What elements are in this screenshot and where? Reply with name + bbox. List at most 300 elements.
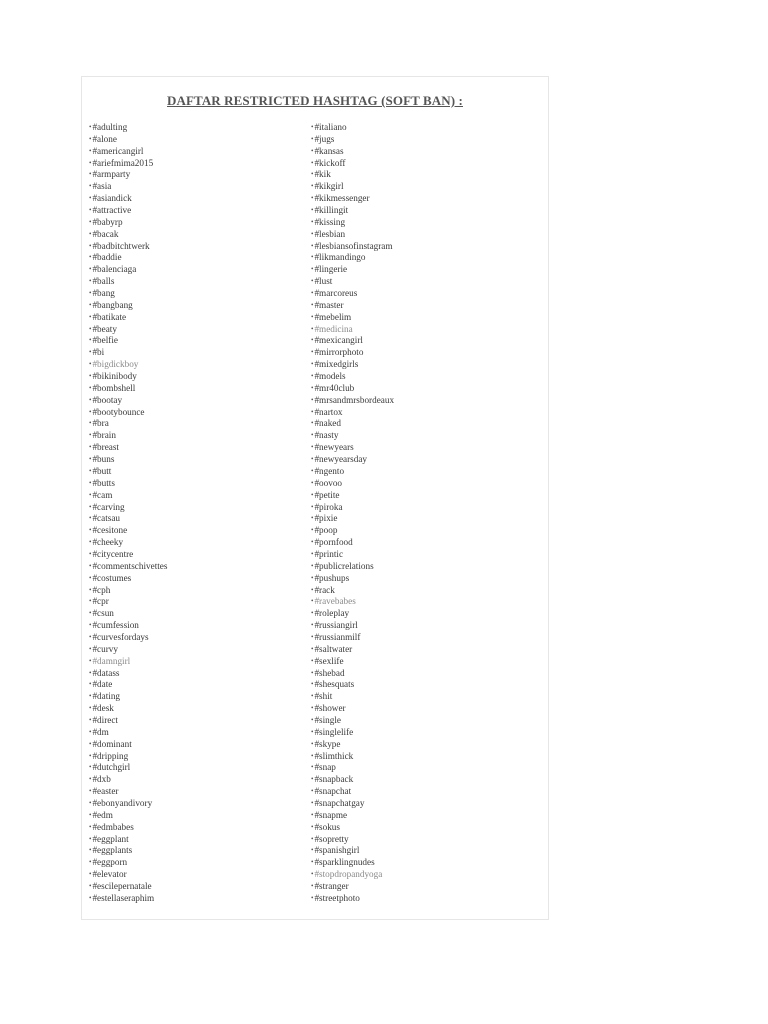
bullet-icon: • (311, 621, 314, 630)
hashtag-text: #brain (92, 430, 116, 441)
bullet-icon: • (311, 194, 314, 203)
bullet-icon: • (89, 253, 92, 262)
hashtag-list-item (89, 656, 167, 668)
hashtag-list-item (311, 478, 394, 490)
hashtag-list-item (89, 134, 167, 146)
hashtag-text: #elevator (92, 869, 127, 880)
bullet-icon: • (89, 526, 92, 535)
hashtag-text: #pushups (314, 572, 350, 583)
hashtag-list-item (311, 727, 394, 739)
hashtag-list-item (89, 857, 167, 869)
hashtag-text: #ariefmima2015 (92, 157, 154, 168)
hashtag-list-item (89, 513, 167, 525)
hashtag-text: #saltwater (314, 643, 353, 654)
hashtag-text: #dxb (92, 774, 111, 785)
hashtag-text: #edm (92, 809, 113, 820)
bullet-icon: • (311, 597, 314, 606)
hashtag-list-item (311, 857, 394, 869)
hashtag-list-item (89, 466, 167, 478)
bullet-icon: • (311, 692, 314, 701)
hashtag-text: #curvy (92, 643, 118, 654)
hashtag-text: #streetphoto (314, 892, 360, 903)
hashtag-list-item (311, 312, 394, 324)
bullet-icon: • (89, 893, 92, 902)
hashtag-text: #sexlife (314, 655, 344, 666)
bullet-icon: • (311, 715, 314, 724)
bullet-icon: • (311, 123, 314, 131)
hashtag-list-item (89, 786, 167, 798)
hashtag-list-item (311, 347, 394, 359)
hashtag-list-item (89, 347, 167, 359)
hashtag-text: #mrsandmrsbordeaux (314, 394, 395, 405)
hashtag-text: #bangbang (92, 299, 133, 310)
hashtag-text: #rack (314, 584, 335, 595)
hashtag-list-item (311, 359, 394, 371)
bullet-icon: • (311, 455, 314, 464)
hashtag-list-item (89, 146, 167, 158)
bullet-icon: • (89, 134, 92, 143)
hashtag-text: #killingit (314, 205, 349, 216)
hashtag-list-item (89, 774, 167, 786)
document-page (81, 76, 549, 920)
hashtag-list-item (311, 679, 394, 691)
bullet-icon: • (311, 241, 314, 250)
hashtag-text: #pornfood (314, 537, 353, 548)
bullet-icon: • (311, 727, 314, 736)
hashtag-text: #date (92, 679, 113, 690)
bullet-icon: • (311, 810, 314, 819)
hashtag-list-item (89, 324, 167, 336)
bullet-icon: • (311, 158, 314, 167)
hashtag-list-item (89, 644, 167, 656)
bullet-icon: • (311, 466, 314, 475)
bullet-icon: • (89, 514, 92, 523)
bullet-icon: • (89, 158, 92, 167)
hashtag-text: #direct (92, 714, 118, 725)
bullet-icon: • (311, 431, 314, 440)
hashtag-list-item (311, 324, 394, 336)
hashtag-list-item (89, 454, 167, 466)
hashtag-list-item (89, 869, 167, 881)
hashtag-list-item (311, 668, 394, 680)
hashtag-text: #printic (314, 548, 344, 559)
hashtag-list-item (89, 359, 167, 371)
hashtag-list-item (311, 644, 394, 656)
bullet-icon: • (89, 395, 92, 404)
bullet-icon: • (89, 704, 92, 713)
hashtag-text: #russianmilf (314, 631, 361, 642)
bullet-icon: • (89, 597, 92, 606)
hashtag-text: #poop (314, 525, 338, 536)
bullet-icon: • (311, 206, 314, 215)
hashtag-list-item (311, 407, 394, 419)
hashtag-text: #stopdropandyoga (314, 869, 383, 880)
hashtag-list-item (311, 632, 394, 644)
hashtag-list-item (311, 276, 394, 288)
bullet-icon: • (311, 134, 314, 143)
bullet-icon: • (311, 336, 314, 345)
hashtag-text: #balls (92, 276, 115, 287)
bullet-icon: • (89, 229, 92, 238)
hashtag-text: #likmandingo (314, 252, 366, 263)
hashtag-list-item (89, 205, 167, 217)
bullet-icon: • (89, 502, 92, 511)
hashtag-text: #dutchgirl (92, 762, 131, 773)
bullet-icon: • (89, 870, 92, 879)
bullet-icon: • (89, 834, 92, 843)
hashtag-text: #escilepernatale (92, 881, 152, 891)
hashtag-text: #singlelife (314, 726, 354, 737)
hashtag-list-item (311, 881, 394, 893)
hashtag-list-item (311, 561, 394, 573)
hashtag-text: #asiandick (92, 193, 132, 204)
hashtag-text: #badbitchtwerk (92, 240, 150, 251)
bullet-icon: • (89, 182, 92, 191)
hashtag-text: #curvesfordays (92, 631, 149, 642)
hashtag-list-item (311, 252, 394, 264)
hashtag-text: #sparklingnudes (314, 857, 375, 868)
hashtag-list-item (89, 276, 167, 288)
hashtag-list-item (89, 822, 167, 834)
hashtag-list-item (89, 632, 167, 644)
bullet-icon: • (89, 680, 92, 689)
bullet-icon: • (89, 123, 92, 131)
hashtag-text: #models (314, 371, 346, 382)
bullet-icon: • (311, 763, 314, 772)
bullet-icon: • (89, 217, 92, 226)
hashtag-list-item (89, 608, 167, 620)
hashtag-list-item (311, 822, 394, 834)
bullet-icon: • (89, 348, 92, 357)
hashtag-text: #lesbian (314, 228, 346, 239)
hashtag-text: #lust (314, 276, 333, 287)
hashtag-text: #ebonyandivory (92, 797, 153, 808)
bullet-icon: • (311, 585, 314, 594)
hashtag-text: #shower (314, 703, 346, 714)
hashtag-text: #marcoreus (314, 288, 358, 299)
hashtag-text: #datass (92, 667, 120, 678)
hashtag-text: #spanishgirl (314, 845, 360, 856)
hashtag-list-item (311, 264, 394, 276)
hashtag-list-item (89, 371, 167, 383)
hashtag-list-item (89, 691, 167, 703)
bullet-icon: • (89, 798, 92, 807)
hashtag-text: #sopretty (314, 833, 349, 844)
bullet-icon: • (311, 502, 314, 511)
hashtag-text: #mebelim (314, 311, 352, 322)
hashtag-list-item (311, 241, 394, 253)
bullet-icon: • (89, 336, 92, 345)
hashtag-text: #damngirl (92, 655, 131, 666)
bullet-icon: • (311, 265, 314, 274)
bullet-icon: • (311, 360, 314, 369)
hashtag-text: #petite (314, 489, 340, 500)
bullet-icon: • (89, 751, 92, 760)
hashtag-text: #stranger (314, 881, 349, 891)
hashtag-list-item (89, 751, 167, 763)
bullet-icon: • (311, 526, 314, 535)
bullet-icon: • (311, 775, 314, 784)
hashtag-list-item (89, 383, 167, 395)
bullet-icon: • (311, 846, 314, 855)
bullet-icon: • (89, 822, 92, 831)
bullet-icon: • (89, 372, 92, 381)
hashtag-list-item (89, 430, 167, 442)
hashtag-list-item (89, 335, 167, 347)
hashtag-list-item (311, 703, 394, 715)
hashtag-list-item (311, 691, 394, 703)
bullet-icon: • (311, 478, 314, 487)
hashtag-list-item (311, 122, 394, 134)
hashtag-text: #eggporn (92, 857, 128, 868)
bullet-icon: • (311, 680, 314, 689)
hashtag-text: #easter (92, 786, 119, 797)
hashtag-text: #baddie (92, 252, 122, 263)
bullet-icon: • (89, 206, 92, 215)
hashtag-text: #kik (314, 169, 331, 180)
hashtag-text: #snapchat (314, 786, 352, 797)
hashtag-list-item (89, 525, 167, 537)
bullet-icon: • (311, 751, 314, 760)
hashtag-list-item (311, 786, 394, 798)
hashtag-text: #kickoff (314, 157, 346, 168)
bullet-icon: • (311, 632, 314, 641)
bullet-icon: • (311, 668, 314, 677)
hashtag-list-item (89, 703, 167, 715)
hashtag-text: #cheeky (92, 537, 124, 548)
bullet-icon: • (89, 455, 92, 464)
hashtag-list-item (89, 845, 167, 857)
hashtag-text: #ngento (314, 465, 345, 476)
hashtag-text: #eggplants (92, 845, 133, 856)
hashtag-list-item (89, 490, 167, 502)
bullet-icon: • (89, 146, 92, 155)
bullet-icon: • (311, 419, 314, 428)
hashtag-list-item (89, 679, 167, 691)
hashtag-list-item (311, 608, 394, 620)
hashtag-text: #americangirl (92, 145, 144, 156)
bullet-icon: • (311, 704, 314, 713)
hashtag-text: #slimthick (314, 750, 354, 761)
hashtag-text: #italiano (314, 122, 347, 132)
hashtag-text: #snapme (314, 809, 348, 820)
hashtag-list-item (89, 668, 167, 680)
hashtag-text: #snapchatgay (314, 797, 365, 808)
bullet-icon: • (89, 265, 92, 274)
hashtag-list-item (311, 596, 394, 608)
bullet-icon: • (89, 810, 92, 819)
bullet-icon: • (89, 846, 92, 855)
hashtag-text: #piroka (314, 501, 343, 512)
bullet-icon: • (89, 383, 92, 392)
bullet-icon: • (89, 407, 92, 416)
hashtag-text: #citycentre (92, 548, 134, 559)
bullet-icon: • (311, 870, 314, 879)
bullet-icon: • (89, 739, 92, 748)
hashtag-list-item (311, 656, 394, 668)
hashtag-text: #snap (314, 762, 336, 773)
bullet-icon: • (311, 383, 314, 392)
bullet-icon: • (311, 882, 314, 890)
hashtag-text: #commentschivettes (92, 560, 168, 571)
hashtag-text: #butt (92, 465, 112, 476)
hashtag-text: #bang (92, 288, 115, 299)
hashtag-list-item (89, 596, 167, 608)
bullet-icon: • (311, 739, 314, 748)
hashtag-list-item (311, 573, 394, 585)
hashtag-list-left (89, 122, 167, 905)
bullet-icon: • (89, 727, 92, 736)
hashtag-list-item (311, 834, 394, 846)
hashtag-list-item (311, 217, 394, 229)
bullet-icon: • (311, 549, 314, 558)
hashtag-text: #dripping (92, 750, 129, 761)
hashtag-text: #buns (92, 454, 115, 465)
bullet-icon: • (311, 170, 314, 179)
hashtag-text: #kikgirl (314, 181, 344, 192)
hashtag-text: #cumfession (92, 620, 139, 631)
hashtag-list-item (311, 395, 394, 407)
hashtag-list-item (311, 502, 394, 514)
hashtag-text: #bra (92, 418, 109, 429)
hashtag-list-item (89, 407, 167, 419)
hashtag-text: #sokus (314, 821, 340, 832)
hashtag-text: #cph (92, 584, 111, 595)
hashtag-list-item (311, 893, 394, 905)
hashtag-list-item (89, 217, 167, 229)
bullet-icon: • (89, 644, 92, 653)
hashtag-text: #kikmessenger (314, 193, 370, 204)
bullet-icon: • (89, 561, 92, 570)
hashtag-text: #single (314, 714, 341, 725)
hashtag-list-item (89, 561, 167, 573)
bullet-icon: • (89, 858, 92, 867)
bullet-icon: • (89, 585, 92, 594)
hashtag-list-item (311, 715, 394, 727)
bullet-icon: • (311, 277, 314, 286)
hashtag-list-item (311, 845, 394, 857)
bullet-icon: • (89, 466, 92, 475)
hashtag-text: #bootybounce (92, 406, 145, 417)
bullet-icon: • (89, 573, 92, 582)
hashtag-list-item (89, 881, 167, 893)
bullet-icon: • (89, 668, 92, 677)
hashtag-text: #costumes (92, 572, 132, 583)
bullet-icon: • (311, 300, 314, 309)
hashtag-list-item (311, 739, 394, 751)
hashtag-list-item (311, 810, 394, 822)
bullet-icon: • (311, 573, 314, 582)
hashtag-text: #newyears (314, 442, 354, 453)
hashtag-list-right (311, 122, 394, 905)
hashtag-list-item (89, 810, 167, 822)
bullet-icon: • (89, 360, 92, 369)
hashtag-text: #balenciaga (92, 264, 137, 275)
hashtag-list-item (89, 537, 167, 549)
hashtag-text: #desk (92, 703, 114, 714)
hashtag-text: #bacak (92, 228, 119, 239)
hashtag-list-item (89, 300, 167, 312)
hashtag-list-item (311, 466, 394, 478)
hashtag-text: #lingerie (314, 264, 348, 275)
bullet-icon: • (89, 549, 92, 558)
hashtag-list-item (89, 762, 167, 774)
hashtag-text: #bikinibody (92, 371, 137, 382)
hashtag-text: #skype (314, 738, 341, 749)
hashtag-list-item (311, 585, 394, 597)
hashtag-text: #shebad (314, 667, 345, 678)
hashtag-text: #nasty (314, 430, 339, 441)
bullet-icon: • (89, 656, 92, 665)
hashtag-list-item (89, 241, 167, 253)
hashtag-text: #catsau (92, 513, 121, 524)
hashtag-text: #newyearsday (314, 454, 368, 465)
hashtag-text: #master (314, 299, 344, 310)
hashtag-list-item (89, 252, 167, 264)
hashtag-text: #mirrorphoto (314, 347, 364, 358)
hashtag-text: #snapback (314, 774, 354, 785)
hashtag-list-item (89, 442, 167, 454)
hashtag-text: #carving (92, 501, 125, 512)
bullet-icon: • (311, 253, 314, 262)
hashtag-text: #shit (314, 691, 333, 702)
bullet-icon: • (311, 609, 314, 618)
hashtag-list-item (89, 418, 167, 430)
hashtag-text: #bigdickboy (92, 359, 139, 370)
hashtag-list-item (311, 525, 394, 537)
hashtag-list-item (89, 158, 167, 170)
hashtag-list-item (311, 205, 394, 217)
hashtag-list-item (89, 549, 167, 561)
hashtag-text: #oovoo (314, 477, 343, 488)
hashtag-list-item (311, 335, 394, 347)
bullet-icon: • (311, 289, 314, 298)
bullet-icon: • (89, 538, 92, 547)
hashtag-text: #csun (92, 608, 114, 619)
hashtag-text: #asia (92, 181, 112, 192)
bullet-icon: • (89, 490, 92, 499)
hashtag-list-item (89, 193, 167, 205)
hashtag-list-item (89, 502, 167, 514)
bullet-icon: • (89, 277, 92, 286)
hashtag-list-item (311, 383, 394, 395)
hashtag-text: #dominant (92, 738, 132, 749)
hashtag-list-item (311, 549, 394, 561)
hashtag-text: #roleplay (314, 608, 350, 619)
hashtag-list-item (311, 762, 394, 774)
bullet-icon: • (89, 289, 92, 298)
hashtag-list-item (311, 193, 394, 205)
hashtag-list-item (311, 169, 394, 181)
hashtag-text: #bombshell (92, 382, 136, 393)
hashtag-text: #kansas (314, 145, 344, 156)
hashtag-list-item (311, 620, 394, 632)
hashtag-list-item (89, 288, 167, 300)
hashtag-text: #alone (92, 133, 117, 144)
hashtag-text: #cpr (92, 596, 109, 607)
bullet-icon: • (311, 514, 314, 523)
hashtag-text: #attractive (92, 205, 132, 216)
hashtag-list-item (89, 478, 167, 490)
hashtag-list-item (311, 288, 394, 300)
bullet-icon: • (89, 692, 92, 701)
hashtag-list-item (89, 264, 167, 276)
hashtag-text: #armparty (92, 169, 131, 180)
bullet-icon: • (89, 170, 92, 179)
bullet-icon: • (311, 312, 314, 321)
hashtag-text: #lesbiansofinstagram (314, 240, 393, 251)
hashtag-list-item (311, 146, 394, 158)
